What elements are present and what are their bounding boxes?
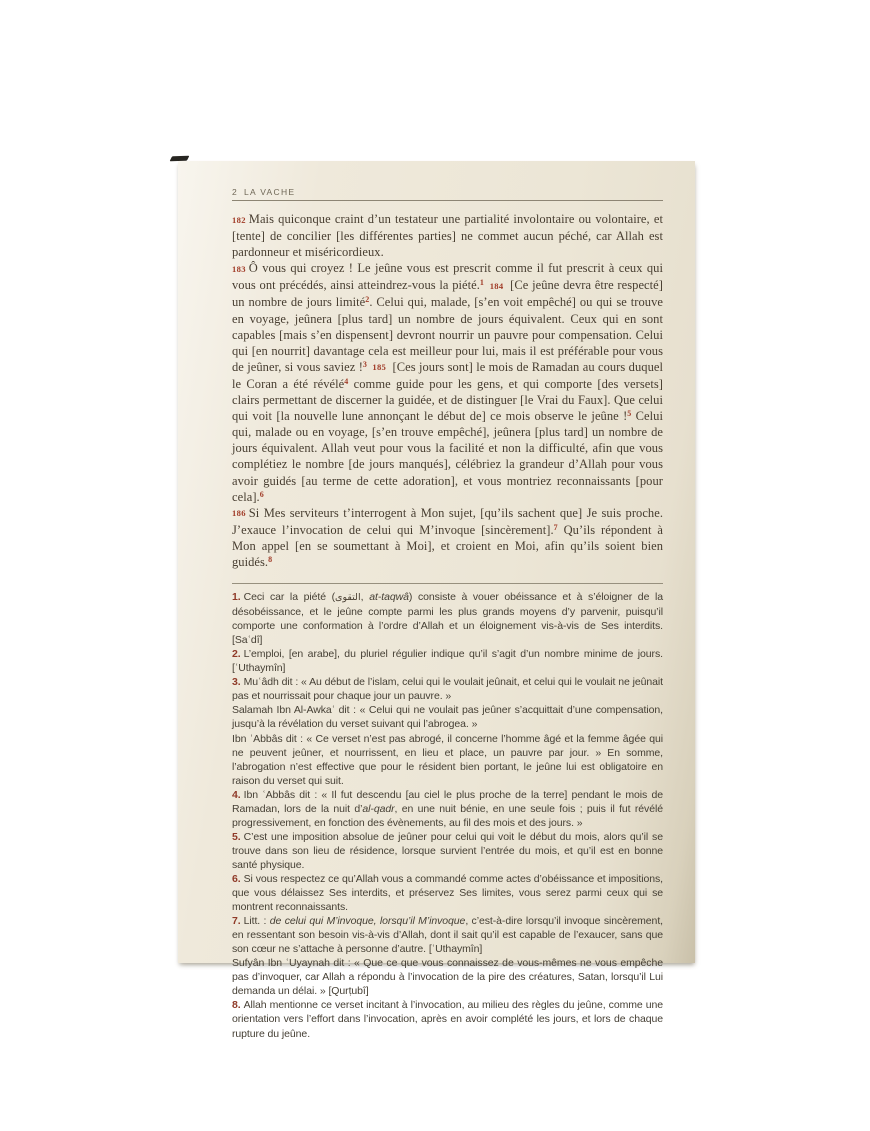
footnote-text: , en une nuit bénie, en une seule fois ; puis il fut révélé progressivement, en fonction des évènements, au fil des mois et des jours. » [232,802,663,829]
verse-number: 183 [232,263,246,274]
footnote-item [232,703,663,731]
footnote-number: 3. [232,676,241,689]
footnote-text: Si vous respectez ce qu’Allah vous a commandé comme actes d’obéissance et impositions, que vous délaissez Ses interdits, et préservez Ses limites, vous serez parmi ceux qui se montrent reconnaissants. [232,873,663,914]
footnote-text: Ibn ʿAbbâs dit : « Ce verset n’est pas abrogé, il concerne l’homme âgé et la femme âgée qui ne peuvent jeûner, et nourrissent, en lieu et place, un pauvre par jour. » En somme, l’abrogation n’est effective que pour le résident bien portant, le jeûne lui est obligatoire en raison du verset qui suit. [232,732,663,787]
footnote-number: 4. [232,788,241,801]
verse-paragraph [232,505,663,570]
footnote-text: , [360,591,370,604]
footnote-number: 2. [232,648,241,661]
verse-number: 182 [232,214,246,225]
italic-phrase: at-taqwâ [369,591,409,604]
footnote-text: Sufyân Ibn ʿUyaynah dit : « Que ce que vous connaissez de vous-mêmes ne vous empêche pas d’invoquer, car Allah a répondu à l’invocation de la pire des créatures, Satan, lorsqu’il Lui demanda un délai. » [Qurṭubî] [232,957,663,998]
footnote-ref: 1 [479,278,484,288]
verse-number: 184 [489,280,504,291]
verse-text: Si Mes serviteurs t’interrogent à Mon sujet, [qu’ils sachent que] Je suis proche. J’exauce l’invocation de celui qui M’invoque [sincèrement]. [232,505,663,537]
chapter-number: 2 [232,187,239,197]
footnote-item [232,914,663,956]
chapter-title: LA VACHE [244,187,296,197]
footnote-item [232,647,663,675]
footnote-number: 1. [232,591,241,604]
verse-paragraph [232,260,663,504]
footnote-number: 6. [232,873,241,885]
verse-text: Mais quiconque craint d’un testateur une partialité involontaire ou volontaire, et [tente] de concilier [les différentes parties] ne commet aucun péché, car Allah est pardonneur et miséricordieux. [232,212,663,260]
verse-text: . Celui qui, malade, [s’en voit empêché] ou qui se trouve en voyage, jeûnera [plus tard] un nombre de jours équivalent. Ceux qui en sont capables [mais s’en dispensent] devront nourrir un pauvre pour compensation. Celui qui [en nourrit] davantage cela est meilleur pour lui, mais il est préférable pour vous de jeûner, si vous saviez ! [232,295,663,374]
footnote-text: , c’est-à-dire lorsqu’il invoque sincèrement, en ressentant son besoin vis-à-vis d’Allah, dont il sait qu’il est capable de l’exaucer, sans que son cœur ne s’attache à personne d’autre. [ʿUthaymîn] [232,915,663,956]
footnote-ref: 3 [362,359,367,369]
verse-text: Ô vous qui croyez ! Le jeûne vous est prescrit comme il fut prescrit à ceux qui vous ont précédés, ainsi atteindrez-vous la piété. [232,261,663,293]
footnote-item [232,788,663,830]
footnote-item [232,872,663,914]
footnote-item [232,830,663,872]
footnote-item [232,732,663,788]
verse-number: 186 [232,508,246,519]
footnote-item [232,956,663,998]
verse-text-block [232,211,663,570]
footnote-number: 7. [232,915,241,928]
footnote-text: Litt. : [243,915,270,928]
footnote-item [232,675,663,703]
verse-number: 185 [372,362,387,373]
italic-phrase: al-qadr [362,802,395,815]
footnote-text: Ceci car la piété ( [243,591,336,604]
footnote-item [232,998,663,1040]
footnote-ref: 7 [553,522,558,532]
footnote-ref: 8 [268,554,273,564]
footnote-divider [232,583,663,584]
verse-text: Celui qui, malade ou en voyage, [s’en trouve empêché], jeûnera [plus tard] un nombre de jours équivalent. Allah veut pour vous la facilité et non la difficulté, afin que vous complétiez le nombre [de jours manqués], célébriez la grandeur d’Allah pour vous avoir guidés [au terme de cette adoration], et vous montriez reconnaissants [pour cela]. [232,409,663,504]
italic-phrase: de celui qui M’invoque, lorsqu’il M’invoque [269,915,466,928]
footnote-text: Ibn ʿAbbâs dit : « Il fut descendu [au ciel le plus proche de la terre] pendant le mois de Ramadan, lors de la nuit d’ [232,788,663,815]
footnote-text: C’est une imposition absolue de jeûner pour celui qui voit le début du mois, alors qu’il se trouve dans son lieu de résidence, lorsque survient l’entrée du mois, et qu’il est en bonne santé physique. [232,830,663,871]
running-header [232,187,663,197]
footnote-text: ) consiste à vouer obéissance et à s’éloigner de la désobéissance, et le jeûne compte parmi les plus grands moyens d’y parvenir, puisqu’il comporte une conformation à l’ordre d’Allah et un éloignement vis-à-vis de Ses interdits. [Saʿdî] [232,591,663,647]
scan-artifact [170,156,190,162]
footnote-item [232,590,663,647]
header-divider [232,200,663,201]
footnote-ref: 5 [627,409,632,419]
footnote-text: Allah mentionne ce verset incitant à l’invocation, au milieu des règles du jeûne, comme une orientation vers l’effort dans l’invocation, après en avoir complété les jours, et lors de chaque rupture du jeûne. [232,999,663,1040]
page-content [232,187,663,1041]
footnote-ref: 6 [259,489,264,499]
footnote-text: Salamah Ibn Al-Awkaʿ dit : « Celui qui ne voulait pas jeûner s’acquittait d’une compensation, jusqu’à la révélation du verset suivant qui l’abrogea. » [232,704,663,731]
book-page [178,161,695,1040]
footnotes-block [232,590,663,1041]
verse-text: comme guide pour les gens, et qui comporte [des versets] clairs permettant de discerner la guidée, et de distinguer [le Vrai du Faux]. Que celui qui voit [la nouvelle lune annonçant le début de] ce mois observe le jeûne ! [232,376,663,424]
footnote-ref: 4 [344,376,349,386]
verse-text: [Ces jours sont] le mois de Ramadan au cours duquel le Coran a été révélé [232,359,663,391]
verse-text: Qu’ils répondent à Mon appel [en se soumettant à Moi], et croient en Moi, afin qu’ils soient bien guidés. [232,522,663,569]
verse-paragraph [232,211,663,260]
arabic-word: التقوى [335,592,361,604]
footnote-number: 8. [232,999,241,1012]
footnote-text: L’emploi, [en arabe], du pluriel régulier indique qu’il s’agit d’un nombre minime de jours. [ʿUthaymîn] [232,648,663,675]
footnote-ref: 2 [365,295,370,305]
footnote-text: Muʿâdh dit : « Au début de l’islam, celui qui le voulait jeûnait, et celui qui le voulait ne jeûnait pas et nourrissait pour chaque jour un pauvre. » [232,676,663,703]
verse-text: [Ce jeûne devra être respecté] un nombre de jours limité [232,278,663,310]
footnote-number: 5. [232,830,241,843]
